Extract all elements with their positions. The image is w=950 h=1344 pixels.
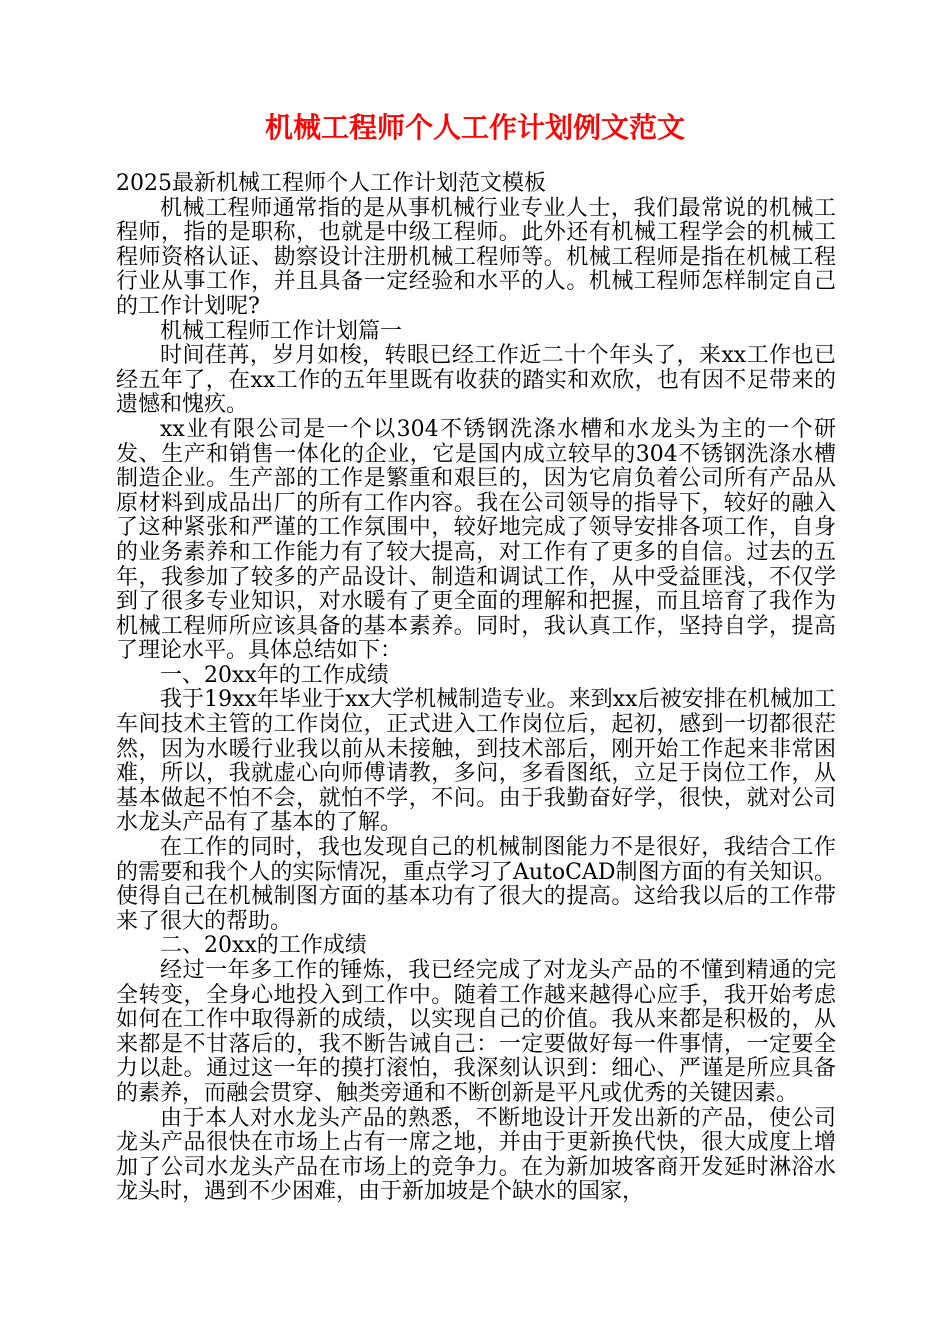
- paragraph: 在工作的同时，我也发现自己的机械制图能力不是很好，我结合工作的需要和我个人的实际情况，重点学习了AutoCAD制图方面的有关知识。使得自己在机械制图方面的基本功有了很大的提高。这给我以后的工作带来了很大的帮助。: [116, 835, 836, 934]
- paragraph: xx业有限公司是一个以304不锈钢洗涤水槽和水龙头为主的一个研发、生产和销售一体化的企业，它是国内成立较早的304不锈钢洗涤水槽制造企业。生产部的工作是繁重和艰巨的，因为它肩负着公司所有产品从原材料到成品出厂的所有工作内容。我在公司领导的指导下，较好的融入了这种紧张和严谨的工作氛围中，较好地完成了领导安排各项工作，自身的业务素养和工作能力有了较大提高，对工作有了更多的自信。过去的五年，我参加了较多的产品设计、制造和调试工作，从中受益匪浅，不仅学到了很多专业知识，对水暖有了更全面的理解和把握，而且培育了我作为机械工程师所应该具备的基本素养。同时，我认真工作，坚持自学，提高了理论水平。具体总结如下：: [116, 416, 836, 664]
- paragraph: 我于19xx年毕业于xx大学机械制造专业。来到xx后被安排在机械加工车间技术主管的工作岗位，正式进入工作岗位后，起初，感到一切都很茫然，因为水暖行业我以前从未接触，到技术部后，刚开始工作起来非常困难，所以，我就虚心向师傅请教，多问，多看图纸，立足于岗位工作，从基本做起不怕不会，就怕不学，不问。由于我勤奋好学，很快，就对公司水龙头产品有了基本的了解。: [116, 687, 836, 836]
- paragraph: 时间荏苒，岁月如梭，转眼已经工作近二十个年头了，来xx工作也已经五年了，在xx工作的五年里既有收获的踏实和欢欣，也有因不足带来的遗憾和愧疚。: [116, 343, 836, 418]
- section-heading: 机械工程师工作计划篇一: [160, 318, 403, 344]
- paragraph: 机械工程师通常指的是从事机械行业专业人士，我们最常说的机械工程师，指的是职称，也就是中级工程师。此外还有机械工程学会的机械工程师资格认证、勘察设计注册机械工程师等。机械工程师是指在机械工程行业从事工作，并且具备一定经验和水平的人。机械工程师怎样制定自己的工作计划呢?: [116, 195, 836, 319]
- document-title: 机械工程师个人工作计划例文范文: [264, 111, 685, 144]
- subtitle-line: 2025最新机械工程师个人工作计划范文模板: [116, 171, 546, 196]
- section-heading: 二、20xx的工作成绩: [160, 933, 367, 959]
- document-body: [116, 172, 836, 1205]
- paragraph: 由于本人对水龙头产品的熟悉，不断地设计开发出新的产品，使公司龙头产品很快在市场上占有一席之地，并由于更新换代快，很大成度上增加了公司水龙头产品在市场上的竞争力。在为新加坡客商开发延时淋浴水龙头时，遇到不少困难，由于新加坡是个缺水的国家，: [116, 1105, 836, 1205]
- section-heading: 一、20xx年的工作成绩: [160, 662, 389, 688]
- paragraph: 经过一年多工作的锤炼，我已经完成了对龙头产品的不懂到精通的完全转变，全身心地投入到工作中。随着工作越来越得心应手，我开始考虑如何在工作中取得新的成绩，以实现自己的价值。我从来都是积极的，从来都是不甘落后的，我不断告诫自己：一定要做好每一件事情，一定要全力以赴。通过这一年的摸打滚怕，我深刻认识到：细心、严谨是所应具备的素养，而融会贯穿、触类旁通和不断创新是平凡或优秀的关键因素。: [116, 958, 836, 1106]
